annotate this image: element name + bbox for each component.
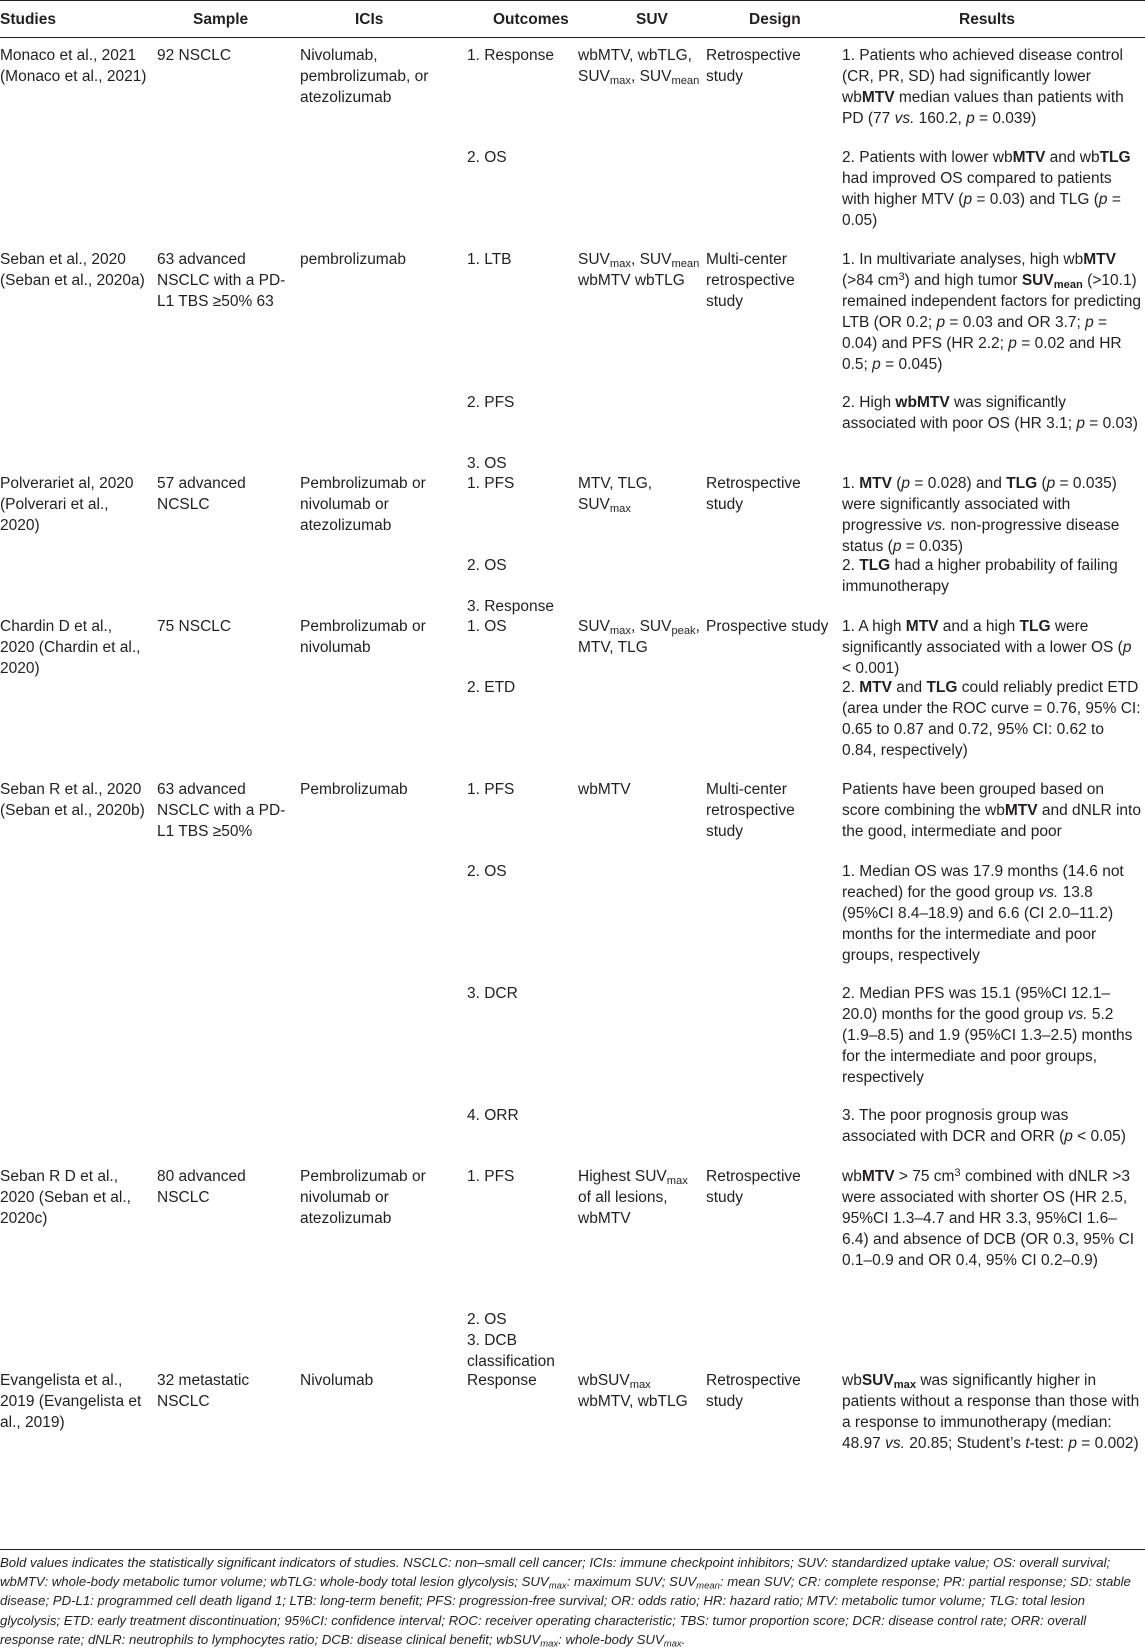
icis-cell: Nivolumab: [300, 1372, 374, 1389]
outcome-item: 1. OS: [467, 618, 507, 635]
outcome-item: 1. PFS: [467, 1168, 515, 1185]
outcome-item: 3. OS: [467, 455, 507, 472]
suv-cell: $SUV_{max}$, $SUV_{mean}$ wbMTV wbTLG: [578, 251, 700, 289]
sample-cell: 63 advanced NSCLC with a PD-L1 TBS ≥50%: [157, 781, 286, 840]
study-cell: Monaco et al., 2021 (Monaco et al., 2021): [0, 47, 147, 85]
outcome-item: 2. PFS: [467, 394, 515, 411]
result-item: 2. TLG had a higher probability of failing immunotherapy: [842, 557, 1118, 595]
outcome-item: 2. OS: [467, 557, 507, 574]
study-cell: Polverariet al, 2020 (Polverari et al., 2020): [0, 475, 134, 534]
suv-cell: MTV, TLG, $SUV_{max}$: [578, 475, 653, 515]
icis-cell: Nivolumab, pembrolizumab, or atezolizumab: [300, 47, 429, 106]
study-cell: Seban R D et al., 2020 (Seban et al., 2020c): [0, 1168, 131, 1227]
sample-cell: 92 NSCLC: [157, 47, 232, 64]
header-suv: SUV: [636, 11, 668, 28]
header-outcomes: Outcomes: [493, 11, 569, 28]
header-design: Design: [749, 11, 801, 28]
suv-cell: wbMTV, wbTLG, $SUV_{max}$, $SUV_{mean}$: [578, 47, 700, 87]
outcome-item: 3. Response: [467, 598, 555, 615]
study-cell: Seban R et al., 2020 (Seban et al., 2020b): [0, 781, 145, 819]
outcome-item: 1. Response: [467, 47, 555, 64]
suv-cell: wbMTV: [578, 781, 631, 798]
result-item: 2. Patients with lower wbMTV and wbTLG had improved OS compared to patients with higher MTV (p = 0.03) and TLG (p = 0.05): [842, 149, 1131, 229]
outcome-item: 2. OS: [467, 1311, 507, 1328]
result-item: 1. A high MTV and a high TLG were significantly associated with a lower OS (p < 0.001): [842, 618, 1132, 677]
icis-cell: Pembrolizumab or nivolumab or atezolizumab: [300, 1168, 426, 1227]
suv-cell: wbSUV$_{max}$ wbMTV, wbTLG: [578, 1372, 688, 1410]
result-item: 1. Median OS was 17.9 months (14.6 not reached) for the good group vs. 13.8 (95%CI 8.4–18.9) and 6.6 (CI 2.0–11.2) months for the intermediate and poor groups, respectively: [842, 863, 1124, 964]
result-item: 3. The poor prognosis group was associated with DCR and ORR (p < 0.05): [842, 1107, 1126, 1145]
result-item: 2. High wbMTV was significantly associated with poor OS (HR 3.1; p = 0.03): [842, 394, 1138, 432]
design-cell: Retrospective study: [706, 47, 801, 85]
outcome-item: 2. OS: [467, 149, 507, 166]
outcome-item: 2. ETD: [467, 679, 516, 696]
study-cell: Seban et al., 2020 (Seban et al., 2020a): [0, 251, 145, 289]
outcome-item: Response: [467, 1372, 537, 1389]
design-cell: Multi-center retrospective study: [706, 781, 795, 840]
result-item: 1. MTV (p = 0.028) and TLG (p = 0.035) were significantly associated with progressive vs. non-progressive disease status (p = 0.035): [842, 475, 1120, 555]
outcome-item: 2. OS: [467, 863, 507, 880]
design-cell: Prospective study: [706, 618, 829, 635]
outcome-item: 1. PFS: [467, 475, 515, 492]
result-item: 1. Patients who achieved disease control (CR, PR, SD) had significantly lower wbMTV median values than patients with PD (77 vs. 160.2, p = 0.039): [842, 47, 1124, 127]
header-results: Results: [959, 11, 1015, 28]
result-item: wbSUV$_{max}$ was significantly higher in patients without a response than those with a response to immunotherapy (median: 48.97 vs. 20.85; Student’s t-test: p = 0.002): [842, 1372, 1140, 1452]
result-item: 2. Median PFS was 15.1 (95%CI 12.1–20.0) months for the good group vs. 5.2 (1.9–8.5) and 1.9 (95%CI 1.3–2.5) months for the intermediate and poor groups, respectively: [842, 985, 1133, 1086]
outcome-item: 1. LTB: [467, 251, 512, 268]
header-icis: ICIs: [355, 11, 384, 28]
outcome-item: 3. DCB classification: [467, 1332, 555, 1370]
sample-cell: 80 advanced NSCLC: [157, 1168, 246, 1206]
design-cell: Retrospective study: [706, 475, 801, 513]
outcome-item: 1. PFS: [467, 781, 515, 798]
sample-cell: 75 NSCLC: [157, 618, 232, 635]
design-cell: Retrospective study: [706, 1168, 801, 1206]
result-item: Patients have been grouped based on score combining the wbMTV and dNLR into the good, intermediate and poor: [842, 781, 1141, 840]
table-footnote: Bold values indicates the statistically significant indicators of studies. NSCLC: non–small cell cancer; ICIs: immune checkpoint inhibitors; SUV: standardized uptake value; OS: overall survival; wbMTV: whole-body metabolic tumor volume; wbTLG: whole-body total lesion glycolysis; $SUV_{max}$: maximum SUV; $SUV_{mean}$: mean SUV; CR: complete response; PR: partial response; SD: stable disease; PD-L1: programmed cell death ligand 1; LTB: long-term benefit; PFS: progression-free survival; OR: odds ratio; HR: hazard ratio; MTV: metabolic tumor volume; TLG: total lesion glycolysis; ETD: early treatment discontinuation; 95%CI: confidence interval; ROC: receiver operating characteristic; TBS: tumor proportion score; DCR: disease control rate; ORR: overall response rate; dNLR: neutrophils to lymphocytes ratio; DCB: disease clinical benefit; wbSUV$_{max}$: whole-body $SUV_{max}$.: [0, 1555, 1131, 1650]
outcome-item: 3. DCR: [467, 985, 518, 1002]
design-cell: Retrospective study: [706, 1372, 801, 1410]
footer-rule: [0, 1549, 1145, 1550]
result-item: 2. MTV and TLG could reliably predict ETD (area under the ROC curve = 0.76, 95% CI: 0.65 to 0.87 and 0.72, 95% CI: 0.62 to 0.84, respectively): [842, 679, 1141, 759]
sample-cell: 63 advanced NSCLC with a PD-L1 TBS ≥50% 63: [157, 251, 286, 310]
suv-cell: Highest $SUV_{max}$ of all lesions, wbMTV: [578, 1168, 688, 1227]
icis-cell: pembrolizumab: [300, 251, 406, 268]
icis-cell: Pembrolizumab or nivolumab or atezolizumab: [300, 475, 426, 534]
sample-cell: 57 advanced NCSLC: [157, 475, 246, 513]
sample-cell: 32 metastatic NSCLC: [157, 1372, 250, 1410]
icis-cell: Pembrolizumab or nivolumab: [300, 618, 426, 656]
suv-cell: $SUV_{max}$, $SUV_{peak}$, MTV, TLG: [578, 618, 700, 656]
icis-cell: Pembrolizumab: [300, 781, 408, 798]
result-item: 1. In multivariate analyses, high wbMTV (>84 $cm^3$) and high tumor $SUV_{mean}$ (>10.1) remained independent factors for predicting LTB (OR 0.2; p = 0.03 and OR 3.7; p = 0.04) and PFS (HR 2.2; p = 0.02 and HR 0.5; p = 0.045): [842, 251, 1141, 373]
header-sample: Sample: [193, 11, 249, 28]
design-cell: Multi-center retrospective study: [706, 251, 795, 310]
outcome-item: 4. ORR: [467, 1107, 519, 1124]
result-item: wbMTV > 75 $cm^3$ combined with dNLR >3 were associated with shorter OS (HR 2.5, 95%CI 1.3–4.7 and HR 3.3, 95%CI 1.6–6.4) and absence of DCB (OR 0.3, 95% CI 0.1–0.9 and OR 0.4, 95% CI 0.2–0.9): [842, 1166, 1135, 1269]
header-studies: Studies: [0, 11, 56, 28]
study-cell: Evangelista et al., 2019 (Evangelista et al., 2019): [0, 1372, 142, 1431]
study-cell: Chardin D et al., 2020 (Chardin et al., 2020): [0, 618, 141, 677]
table-header: [0, 0, 1145, 38]
